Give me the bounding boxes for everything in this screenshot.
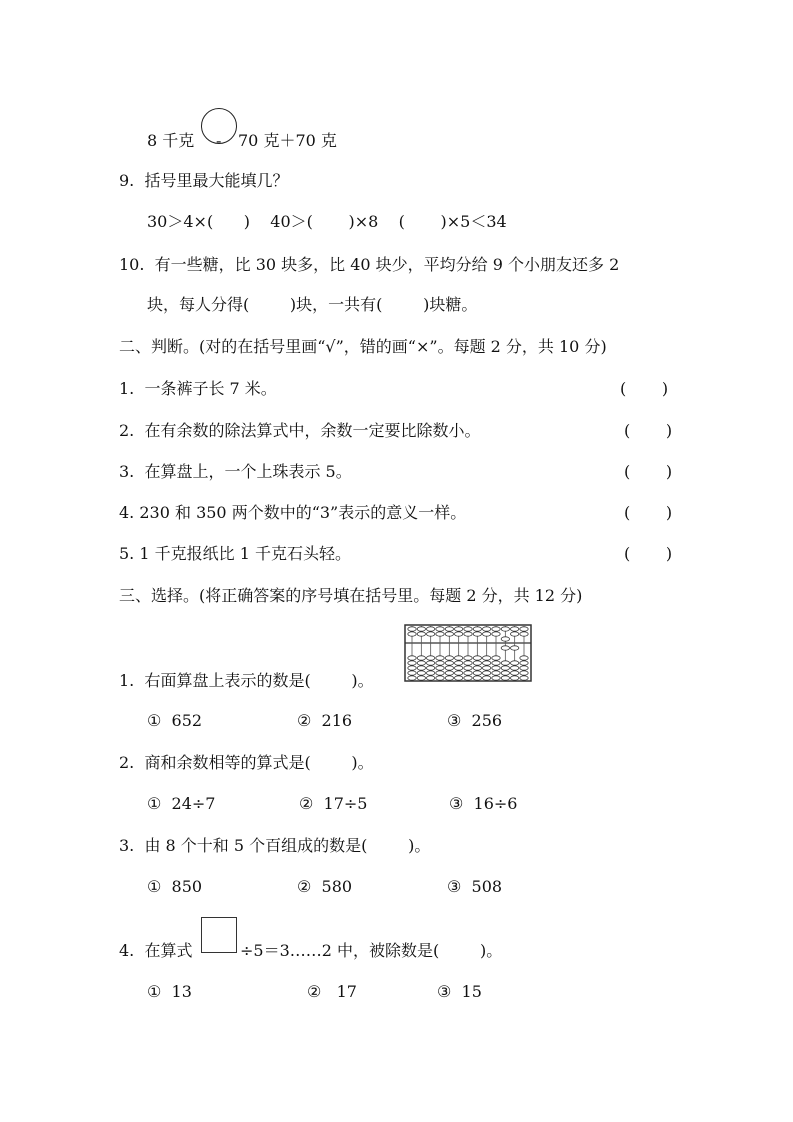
abacus-lower-bead xyxy=(473,656,481,660)
abacus-lower-bead xyxy=(445,661,453,665)
abacus-lower-bead xyxy=(464,666,472,670)
abacus-lower-bead xyxy=(510,676,518,680)
choice-q3-option1[interactable]: ① 850 xyxy=(147,877,203,896)
abacus-lower-bead xyxy=(426,671,434,675)
abacus-lower-bead xyxy=(492,666,500,670)
abacus-upper-bead xyxy=(436,632,444,636)
abacus-lower-bead xyxy=(501,671,509,675)
abacus-lower-bead xyxy=(464,671,472,675)
abacus-lower-bead xyxy=(510,646,518,650)
abacus-lower-bead xyxy=(454,666,462,670)
abacus-lower-bead xyxy=(445,666,453,670)
judge-item-4: 4. 230 和 350 两个数中的“3”表示的意义一样。 xyxy=(119,503,467,522)
abacus-upper-bead xyxy=(464,627,472,631)
judge-item-5: 5. 1 千克报纸比 1 千克石头轻。 xyxy=(119,544,351,563)
choice-q1-option3[interactable]: ③ 256 xyxy=(447,711,503,730)
abacus-lower-bead xyxy=(417,671,425,675)
abacus-lower-bead xyxy=(520,676,528,680)
abacus-lower-bead xyxy=(408,661,416,665)
abacus-lower-bead xyxy=(492,656,500,660)
abacus-upper-bead xyxy=(482,627,490,631)
abacus-lower-bead xyxy=(482,676,490,680)
choice-q2-option3[interactable]: ③ 16÷6 xyxy=(449,794,518,813)
section3-heading: 三、选择。(将正确答案的序号填在括号里。每题 2 分，共 12 分) xyxy=(119,586,583,605)
abacus-upper-bead xyxy=(426,627,434,631)
choice-q2-text: 2. 商和余数相等的算式是( )。 xyxy=(119,753,374,772)
choice-q1-option1[interactable]: ① 652 xyxy=(147,711,203,730)
choice-q4-option2[interactable]: ② 17 xyxy=(307,982,357,1001)
abacus-lower-bead xyxy=(408,656,416,660)
abacus-lower-bead xyxy=(492,671,500,675)
abacus-lower-bead xyxy=(520,656,528,660)
abacus-lower-bead xyxy=(426,676,434,680)
abacus-upper-bead xyxy=(492,627,500,631)
choice-q1-option2[interactable]: ② 216 xyxy=(297,711,353,730)
choice-q2-option1[interactable]: ① 24÷7 xyxy=(147,794,216,813)
abacus-upper-bead xyxy=(417,627,425,631)
abacus-upper-bead xyxy=(464,632,472,636)
choice-q4-text-left: 4. 在算式 xyxy=(119,941,193,960)
abacus-lower-bead xyxy=(482,666,490,670)
abacus-lower-bead xyxy=(417,661,425,665)
abacus-lower-bead xyxy=(417,666,425,670)
abacus-lower-bead xyxy=(426,656,434,660)
abacus-lower-bead xyxy=(473,676,481,680)
choice-q2-option2[interactable]: ② 17÷5 xyxy=(299,794,368,813)
abacus-lower-bead xyxy=(426,661,434,665)
abacus-lower-bead xyxy=(501,676,509,680)
q8-dash: - xyxy=(216,131,222,150)
judge-item-3: 3. 在算盘上，一个上珠表示 5。 xyxy=(119,462,352,481)
abacus-lower-bead xyxy=(436,661,444,665)
abacus-upper-bead xyxy=(408,627,416,631)
abacus-lower-bead xyxy=(436,666,444,670)
q9-expressions: 30＞4×( ) 40＞( )×8 ( )×5＜34 xyxy=(147,212,507,231)
abacus-upper-bead xyxy=(492,632,500,636)
choice-q3-option3[interactable]: ③ 508 xyxy=(447,877,503,896)
abacus-lower-bead xyxy=(464,676,472,680)
choice-q1-text: 1. 右面算盘上表示的数是( )。 xyxy=(119,671,374,690)
abacus-lower-bead xyxy=(445,656,453,660)
abacus-lower-bead xyxy=(464,656,472,660)
abacus-lower-bead xyxy=(492,676,500,680)
abacus-lower-bead xyxy=(454,656,462,660)
abacus-upper-bead xyxy=(482,632,490,636)
abacus-upper-bead xyxy=(417,632,425,636)
dividend-box[interactable] xyxy=(201,917,237,953)
abacus-upper-bead xyxy=(520,627,528,631)
choice-q4-text-right: ÷5＝3……2 中，被除数是( )。 xyxy=(240,941,503,960)
abacus-upper-bead xyxy=(473,627,481,631)
choice-q3-option2[interactable]: ② 580 xyxy=(297,877,353,896)
abacus-upper-bead xyxy=(501,637,509,641)
abacus-lower-bead xyxy=(445,671,453,675)
abacus-upper-bead xyxy=(454,632,462,636)
abacus-lower-bead xyxy=(501,661,509,665)
abacus-lower-bead xyxy=(464,661,472,665)
abacus-lower-bead xyxy=(520,666,528,670)
abacus-upper-bead xyxy=(445,627,453,631)
section2-heading: 二、判断。(对的在括号里画“√”，错的画“×”。每题 2 分，共 10 分) xyxy=(119,337,607,356)
judge-answer-2[interactable]: ( ) xyxy=(624,421,673,440)
abacus-lower-bead xyxy=(445,676,453,680)
q8-left-text: 8 千克 xyxy=(147,131,195,150)
abacus-lower-bead xyxy=(520,671,528,675)
abacus-lower-bead xyxy=(454,676,462,680)
abacus-lower-bead xyxy=(426,666,434,670)
abacus-lower-bead xyxy=(473,661,481,665)
abacus-lower-bead xyxy=(454,671,462,675)
judge-answer-5[interactable]: ( ) xyxy=(624,544,673,563)
abacus-lower-bead xyxy=(510,666,518,670)
abacus-upper-bead xyxy=(408,632,416,636)
abacus-lower-bead xyxy=(436,671,444,675)
abacus-lower-bead xyxy=(417,656,425,660)
abacus-lower-bead xyxy=(482,656,490,660)
abacus-upper-bead xyxy=(501,627,509,631)
abacus-lower-bead xyxy=(436,656,444,660)
judge-answer-4[interactable]: ( ) xyxy=(624,503,673,522)
abacus-lower-bead xyxy=(501,666,509,670)
abacus-lower-bead xyxy=(492,661,500,665)
abacus-image xyxy=(404,624,532,682)
abacus-lower-bead xyxy=(510,671,518,675)
choice-q4-option1[interactable]: ① 13 xyxy=(147,982,192,1001)
q10-line2: 块，每人分得( )块，一共有( )块糖。 xyxy=(147,295,478,314)
judge-item-2: 2. 在有余数的除法算式中，余数一定要比除数小。 xyxy=(119,421,481,440)
abacus-lower-bead xyxy=(408,676,416,680)
judge-item-1: 1. 一条裤子长 7 米。 xyxy=(119,379,277,398)
abacus-upper-bead xyxy=(426,632,434,636)
abacus-upper-bead xyxy=(454,627,462,631)
abacus-upper-bead xyxy=(520,632,528,636)
abacus-lower-bead xyxy=(408,671,416,675)
choice-q3-text: 3. 由 8 个十和 5 个百组成的数是( )。 xyxy=(119,836,431,855)
abacus-lower-bead xyxy=(482,671,490,675)
judge-answer-3[interactable]: ( ) xyxy=(624,462,673,481)
q10-line1: 10. 有一些糖，比 30 块多，比 40 块少，平均分给 9 个小朋友还多 2 xyxy=(119,255,620,274)
abacus-upper-bead xyxy=(510,632,518,636)
abacus-lower-bead xyxy=(454,661,462,665)
q8-right-text: 70 克＋70 克 xyxy=(238,131,337,150)
abacus-lower-bead xyxy=(510,661,518,665)
abacus-lower-bead xyxy=(408,666,416,670)
abacus-upper-bead xyxy=(473,632,481,636)
abacus-lower-bead xyxy=(473,671,481,675)
abacus-lower-bead xyxy=(436,676,444,680)
abacus-lower-bead xyxy=(501,646,509,650)
abacus-upper-bead xyxy=(445,632,453,636)
abacus-lower-bead xyxy=(417,676,425,680)
abacus-upper-bead xyxy=(510,627,518,631)
abacus-lower-bead xyxy=(520,661,528,665)
q9-title: 9. 括号里最大能填几？ xyxy=(119,171,289,190)
abacus-upper-bead xyxy=(436,627,444,631)
abacus-lower-bead xyxy=(473,666,481,670)
judge-answer-1[interactable]: ( ) xyxy=(620,379,669,398)
abacus-lower-bead xyxy=(482,661,490,665)
choice-q4-option3[interactable]: ③ 15 xyxy=(437,982,482,1001)
